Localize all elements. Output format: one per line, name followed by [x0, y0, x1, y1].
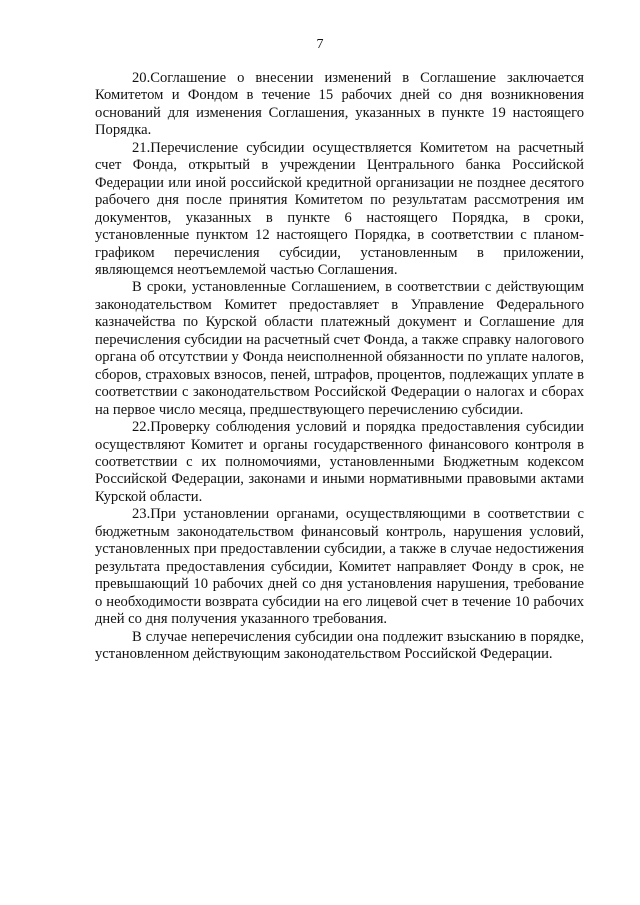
paragraph-21-deadlines: В сроки, установленные Соглашением, в соответствии с действующим законодательством Комитет предоставляет в Управление Федерального казначейства по Курской области платежный документ и Соглашение для перечисления субсидии на расчетный счет Фонда, а также справку налогового органа об отсутствии у Фонда неисполненной обязанности по уплате налогов, сборов, страховых взносов, пеней, штрафов, процентов, подлежащих уплате в соответствии с законодательством Российской Федерации о налогах и сборах на первое число месяца, предшествующего перечислению субсидии. [95, 279, 584, 418]
paragraph-22: 22.Проверку соблюдения условий и порядка предоставления субсидии осуществляют Комитет и органы государственного финансового контроля в соответствии с их полномочиями, установленными Бюджетным кодексом Российской Федерации, законами и иными нормативными правовыми актами Курской области. [95, 419, 584, 505]
document-body [95, 70, 584, 663]
paragraph-23-recovery: В случае неперечисления субсидии она подлежит взысканию в порядке, установленном действующим законодательством Российской Федерации. [95, 628, 584, 662]
paragraph-21: 21.Перечисление субсидии осуществляется Комитетом на расчетный счет Фонда, открытый в учреждении Центрального банка Российской Федерации или иной российской кредитной организации не позднее десятого рабочего дня после принятия Комитетом по результатам рассмотрения им документов, указанных в пункте 6 настоящего Порядка, в сроки, установленные пунктом 12 настоящего Порядка, в соответствии с планом-графиком перечисления субсидии, установленным в приложении, являющемся неотъемлемой частью Соглашения. [95, 139, 584, 278]
paragraph-23: 23.При установлении органами, осуществляющими в соответствии с бюджетным законодательством финансовый контроль, нарушения условий, установленных при предоставлении субсидии, а также в случае недостижения результата предоставления субсидии, Комитет направляет Фонду в срок, не превышающий 10 рабочих дней со дня установления нарушения, требование о необходимости возврата субсидии на его лицевой счет в течение 10 рабочих дней со дня получения указанного требования. [95, 506, 584, 628]
paragraph-20: 20.Соглашение о внесении изменений в Соглашение заключается Комитетом и Фондом в течение 15 рабочих дней со дня возникновения оснований для изменения Соглашения, указанных в пункте 19 настоящего Порядка. [95, 70, 584, 139]
page-number: 7 [316, 37, 324, 52]
